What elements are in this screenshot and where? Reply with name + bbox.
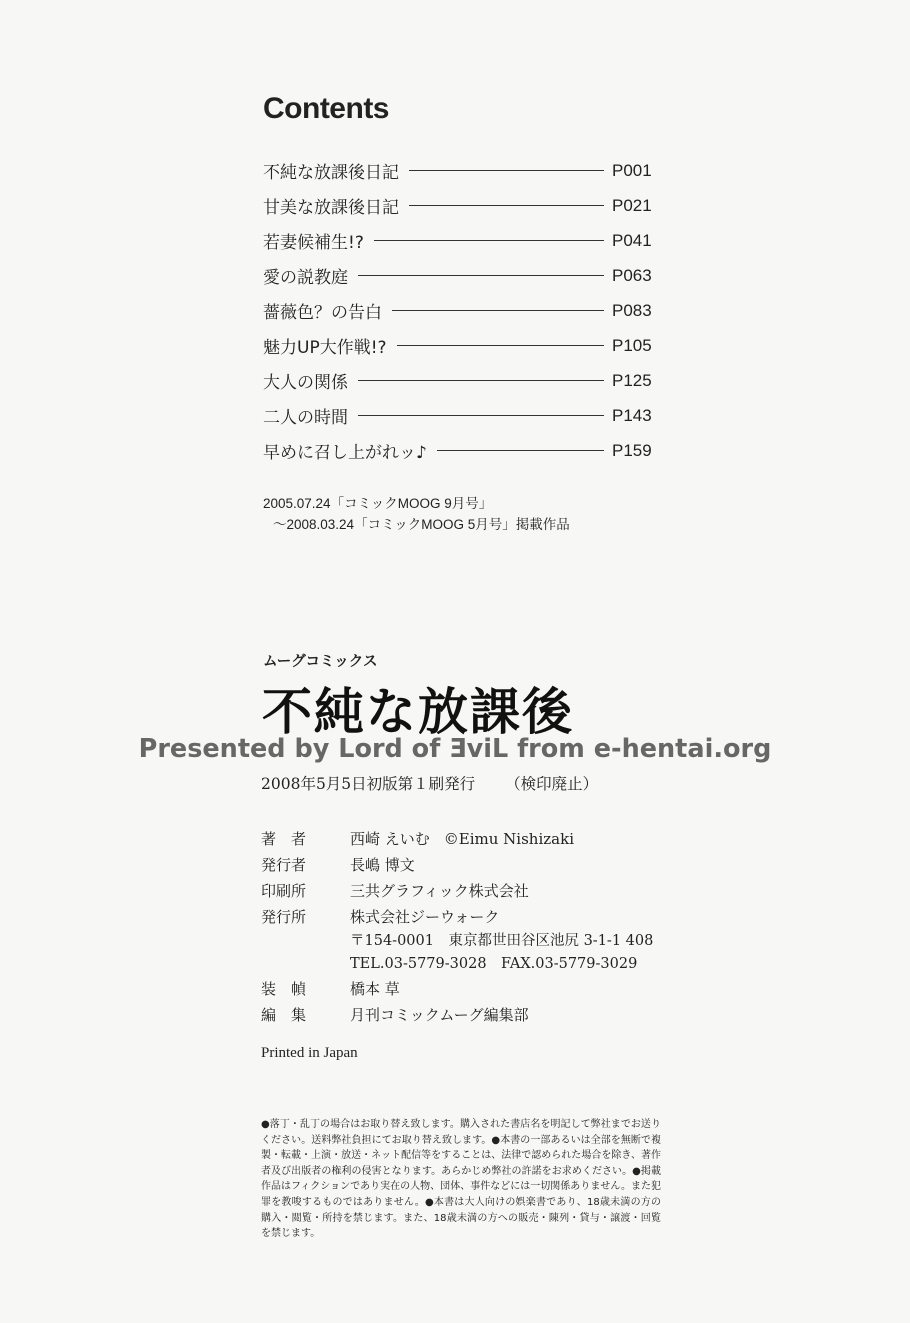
contents-heading: Contents bbox=[263, 92, 389, 125]
credit-value: 長嶋 博文 bbox=[350, 856, 415, 874]
toc-entry-title: 薔薇色？の告白 bbox=[263, 303, 382, 323]
serialization-info bbox=[263, 493, 570, 535]
serialization-end: ～2008.03.24「コミックMOOG 5月号」掲載作品 bbox=[273, 517, 570, 532]
toc-entry bbox=[263, 293, 656, 328]
credit-row-editing bbox=[261, 1002, 661, 1028]
toc-entry-title: 若妻候補生!? bbox=[263, 233, 364, 253]
toc-entry-title: 不純な放課後日記 bbox=[263, 163, 399, 183]
credit-key: 発行所 bbox=[261, 908, 307, 926]
seal-note: （検印廃止） bbox=[505, 775, 599, 793]
credit-key: 発行者 bbox=[261, 856, 307, 874]
credit-author-value bbox=[350, 826, 574, 852]
toc-leader-line bbox=[437, 450, 604, 451]
serialization-start: 2005.07.24「コミックMOOG 9月号」 bbox=[263, 496, 493, 511]
toc-entry bbox=[263, 398, 656, 433]
edition-date: 2008年5月5日初版第１刷発行 bbox=[261, 775, 476, 793]
credit-key: 編 集 bbox=[261, 1006, 307, 1024]
publisher-phone-fax: TEL.03-5779-3028 FAX.03-5779-3029 bbox=[350, 956, 638, 972]
toc-entry bbox=[263, 153, 656, 188]
toc-leader-line bbox=[358, 415, 604, 416]
edition-line bbox=[261, 772, 598, 794]
credit-row-printer bbox=[261, 878, 661, 904]
toc-entry-page: P063 bbox=[612, 265, 652, 285]
toc-entry-page: P105 bbox=[612, 335, 652, 355]
publisher-address: 〒154-0001 東京都世田谷区池尻 3-1-1 408 bbox=[350, 933, 654, 949]
author-name: 西崎 えいむ bbox=[350, 830, 430, 848]
credit-key: 装 幀 bbox=[261, 980, 307, 998]
toc-entry-title: 大人の関係 bbox=[263, 373, 348, 393]
toc-entry-page: P021 bbox=[612, 195, 652, 215]
credit-row-publisher bbox=[261, 852, 661, 878]
toc-entry-title: 甘美な放課後日記 bbox=[263, 198, 399, 218]
toc-entry-title: 早めに召し上がれッ♪ bbox=[263, 443, 427, 463]
toc-entry bbox=[263, 363, 656, 398]
author-copyright: ©Eimu Nishizaki bbox=[443, 830, 574, 848]
printed-in-japan: Printed in Japan bbox=[261, 1045, 358, 1061]
table-of-contents bbox=[263, 153, 656, 468]
toc-leader-line bbox=[409, 170, 604, 171]
credit-value: 橋本 草 bbox=[350, 980, 400, 998]
toc-entry bbox=[263, 258, 656, 293]
toc-entry bbox=[263, 328, 656, 363]
credit-key: 著 者 bbox=[261, 830, 307, 848]
credit-value: 月刊コミックムーグ編集部 bbox=[350, 1006, 529, 1024]
toc-entry bbox=[263, 223, 656, 258]
toc-leader-line bbox=[397, 345, 604, 346]
legal-notice: ●落丁・乱丁の場合はお取り替え致します。購入された書店名を明記して弊社までお送りください。送料弊社負担にてお取り替え致します。●本書の一部あるいは全部を無断で複製・転載・上演・放送・ネット配信等をすることは、法律で認められた場合を除き、著作者及び出版者の権利の侵害となります。あらかじめ弊社の許諾をお求めください。●掲載作品はフィクションであり実在の人物、団体、事件などには一切関係ありません。また犯罪を教唆するものではありません。●本書は大人向けの娯楽書であり、18歳未満の方の購入・閲覧・所持を禁じます。また、18歳未満の方への販売・陳列・貸与・譲渡・回覧を禁じます。 bbox=[261, 1119, 661, 1240]
toc-entry-title: 魅力UP大作戦!? bbox=[263, 338, 387, 358]
credit-value: 株式会社ジーウォーク bbox=[350, 908, 500, 926]
imprint-label: ムーグコミックス bbox=[263, 654, 378, 670]
toc-entry-page: P125 bbox=[612, 370, 652, 390]
book-title: 不純な放課後 bbox=[262, 682, 574, 741]
toc-entry-page: P083 bbox=[612, 300, 652, 320]
toc-entry-page: P159 bbox=[612, 440, 652, 460]
toc-entry-page: P143 bbox=[612, 405, 652, 425]
credit-row-publishing-house bbox=[261, 904, 661, 930]
toc-entry-title: 愛の説教庭 bbox=[263, 268, 348, 288]
credits-block bbox=[261, 826, 661, 1028]
toc-entry bbox=[263, 433, 656, 468]
toc-entry-page: P001 bbox=[612, 160, 652, 180]
toc-leader-line bbox=[358, 380, 604, 381]
credit-value: 三共グラフィック株式会社 bbox=[350, 882, 529, 900]
credit-row-author bbox=[261, 826, 661, 852]
toc-leader-line bbox=[409, 205, 604, 206]
toc-entry-title: 二人の時間 bbox=[263, 408, 348, 428]
scan-watermark: Presented by Lord of ƎviL from e-hentai.org bbox=[138, 734, 772, 764]
toc-leader-line bbox=[392, 310, 604, 311]
toc-entry bbox=[263, 188, 656, 223]
toc-leader-line bbox=[358, 275, 604, 276]
toc-leader-line bbox=[374, 240, 604, 241]
credit-key: 印刷所 bbox=[261, 882, 307, 900]
credit-row-design bbox=[261, 976, 661, 1002]
toc-entry-page: P041 bbox=[612, 230, 652, 250]
